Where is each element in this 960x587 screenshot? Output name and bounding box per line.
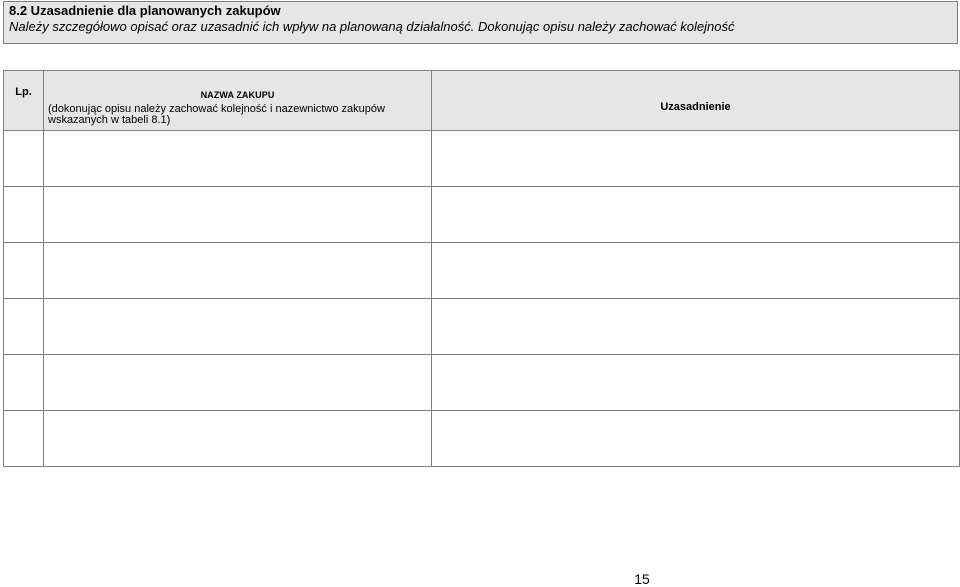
table-row bbox=[4, 187, 960, 243]
name-title: NAZWA ZAKUPU bbox=[200, 90, 275, 100]
cell-justification[interactable] bbox=[432, 187, 960, 243]
cell-lp[interactable] bbox=[4, 299, 44, 355]
cell-lp[interactable] bbox=[4, 187, 44, 243]
cell-name[interactable] bbox=[44, 355, 432, 411]
cell-name[interactable] bbox=[44, 411, 432, 467]
column-header-justification bbox=[432, 71, 960, 131]
cell-lp[interactable] bbox=[4, 355, 44, 411]
cell-justification[interactable] bbox=[432, 355, 960, 411]
cell-justification[interactable] bbox=[432, 131, 960, 187]
table-row bbox=[4, 131, 960, 187]
section-instruction: Należy szczegółowo opisać oraz uzasadnić ich wpływ na planowaną działalność. Dokonując opisu należy zachować kolejność bbox=[9, 19, 735, 34]
name-note: (dokonując opisu należy zachować kolejność i nazewnictwo zakupów wskazanych w tabeli 8.1) bbox=[48, 103, 385, 126]
lp-label: Lp. bbox=[15, 86, 32, 98]
page-number: 15 bbox=[634, 571, 650, 587]
cell-lp[interactable] bbox=[4, 131, 44, 187]
table-row bbox=[4, 411, 960, 467]
cell-justification[interactable] bbox=[432, 243, 960, 299]
purchases-justification-table bbox=[3, 70, 960, 467]
cell-lp[interactable] bbox=[4, 411, 44, 467]
section-title: 8.2 Uzasadnienie dla planowanych zakupów bbox=[9, 3, 281, 18]
cell-name[interactable] bbox=[44, 131, 432, 187]
table-row bbox=[4, 243, 960, 299]
cell-justification[interactable] bbox=[432, 411, 960, 467]
table-row bbox=[4, 355, 960, 411]
column-header-lp bbox=[4, 71, 44, 131]
table-row bbox=[4, 299, 960, 355]
section-header bbox=[3, 1, 958, 44]
cell-justification[interactable] bbox=[432, 299, 960, 355]
cell-name[interactable] bbox=[44, 243, 432, 299]
cell-lp[interactable] bbox=[4, 243, 44, 299]
cell-name[interactable] bbox=[44, 187, 432, 243]
justification-label: Uzasadnienie bbox=[660, 101, 731, 113]
cell-name[interactable] bbox=[44, 299, 432, 355]
column-header-name bbox=[44, 71, 432, 131]
table-header-row bbox=[4, 71, 960, 131]
